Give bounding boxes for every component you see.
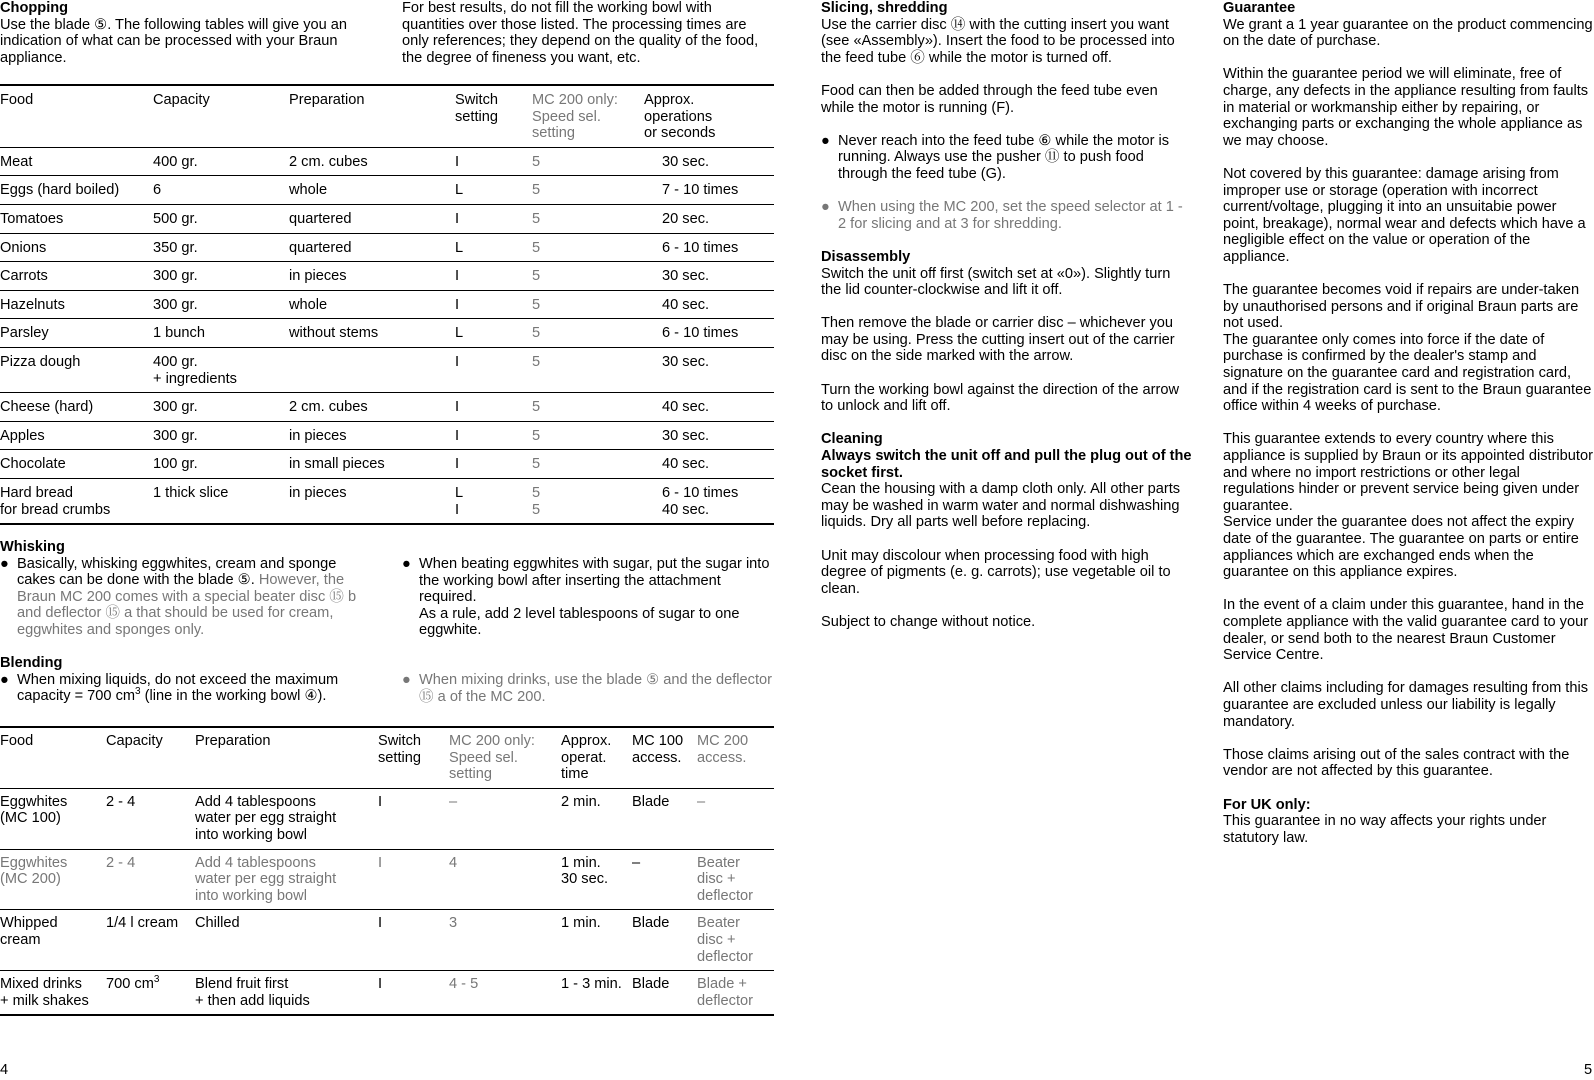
table-header-switch: Switch setting [455,92,498,125]
table-row [0,478,774,524]
table-header-row [0,727,774,788]
cleaning-text-2: Unit may discolour when processing food with high degree of pigments (e. g. carrots); use vegetable oil to clean. [821,547,1171,597]
table-cell: quartered [289,210,352,227]
whisking-bullet-mc200-text: However, the Braun MC 200 comes with a special beater disc ⑮ b and deflector ⑮ a that should be used for cream, eggwhites and sponges only. [17,572,357,638]
table-cell: Meat [0,153,33,170]
blending-heading: Blending [0,655,63,671]
table-cell: 500 gr. [153,210,198,227]
blending-section-2 [402,672,774,705]
slicing-text: Use the carrier disc ⑭ with the cutting insert you want (see «Assembly»). Insert the food to be processed into the feed tube ⑥ while the motor is turned off. [821,16,1175,66]
table-cell: 2 - 4 [106,854,136,871]
blending-bullet1-text: When mixing liquids, do not exceed the maximum capacity = 700 cm [17,671,339,705]
table-cell: Eggs (hard boiled) [0,182,120,199]
table-cell: I [455,210,460,227]
table-cell: 1 min. [561,915,601,932]
table-cell: 2 cm. cubes [289,153,368,170]
table-cell: I [378,915,383,932]
table-cell: Beater disc + deflector [697,915,753,965]
table-header-operations: Approx. operations or seconds [644,92,716,142]
table-header-time: Approx. operat. time [561,733,612,783]
blending-bullet-1: ● When mixing liquids, do not exceed the maximum capacity = 700 $cm^3$ (line in the working bowl ④). [0,672,372,705]
blending-section [0,655,372,705]
cleaning-text-1: Cean the housing with a damp cloth only. All other parts may be washed in warm water and normal dishwashing liquids. Dry all parts well before replacing. [821,481,1181,531]
subject-to-change: Subject to change without notice. [821,613,1036,630]
table-cell: I [455,353,460,370]
whisking-bullet-1 [0,556,372,639]
bullet-icon [402,556,419,639]
table-header-capacity: Capacity [153,92,210,108]
table-cell: 6 [153,182,162,199]
uk-text: This guarantee in no way affects your rights under statutory law. [1223,813,1547,846]
table-row [0,393,774,422]
best-results-note [402,0,774,66]
table-row [0,176,774,205]
table-cell: 700 $cm^3$ [106,974,160,993]
table-cell: in pieces [289,484,347,501]
guarantee-p4: The guarantee becomes void if repairs are under-taken by unauthorised persons and if original Braun parts are not used. [1223,282,1580,332]
table-cell: 400 gr. + ingredients [153,353,237,387]
table-cell: 5 5 [532,484,541,518]
table-row [0,147,774,176]
table-cell: 5 [532,239,541,256]
table-cell: 2 - 4 [106,793,136,810]
table-row [0,421,774,450]
table-cell: 4 [449,854,458,871]
guarantee-p5b: Service under the guarantee does not affect the expiry date of the guarantee. The guarantee on parts or entire appliances which are exchanged ends when the guarantee on this appliance expires. [1223,514,1579,581]
bullet-icon [0,672,17,705]
table-cell: 30 sec. [662,268,710,285]
guarantee-p8: Those claims arising out of the sales contract with the vendor are not affected by this guarantee. [1223,746,1570,780]
bullet-icon [402,672,419,705]
table-header-mc200: MC 200 access. [697,733,749,766]
guarantee-column [1223,0,1593,846]
table-cell: Mixed drinks + milk shakes [0,976,89,1009]
table-cell: Tomatoes [0,210,64,227]
table-cell: I [455,427,460,444]
table-cell: 1 thick slice [153,484,229,501]
slicing-column [821,0,1193,631]
table-cell: 6 - 10 times [662,325,739,342]
table-cell: 2 cm. cubes [289,399,368,416]
table-cell: 3 [449,915,458,932]
table-cell: Beater disc + deflector [697,854,753,904]
table-cell: 20 sec. [662,210,710,227]
table-cell: 1 - 3 min. [561,976,622,993]
table-row [0,262,774,291]
table-cell: L [455,182,464,199]
disassembly-heading: Disassembly [821,248,911,265]
table-cell: 40 sec. [662,296,710,313]
table-cell: 300 gr. [153,399,198,416]
bullet-icon [821,133,838,183]
table-cell: in small pieces [289,456,385,473]
table-cell: Parsley [0,325,49,342]
slicing-bullet1-text: Never reach into the feed tube ⑥ while the motor is running. Always use the pusher ⑪ to push food through the feed tube (G). [838,132,1170,182]
page-number-left: 4 [0,1062,9,1078]
cleaning-warning: Always switch the unit off and pull the plug out of the socket first. [821,448,1192,481]
blending-bullet2-text: When mixing drinks, use the blade ⑤ and the deflector ⑮ a of the MC 200. [419,672,772,705]
table-cell: Hazelnuts [0,296,65,313]
table-cell: 4 - 5 [449,976,479,993]
table-cell: 300 gr. [153,296,198,313]
table-cell: Hard bread for bread crumbs [0,484,111,518]
guarantee-p2: Within the guarantee period we will eliminate, free of charge, any defects in the appliance resulting from faults in material or workmanship either by repairing, or exchanging parts or exchanging the whole appliance as we may choose. [1223,66,1589,149]
table-cell: 7 - 10 times [662,182,739,199]
table-header-food: Food [0,92,34,108]
table-header-switch: Switch setting [378,733,421,766]
table-cell: Blade [632,793,670,810]
table-cell: Chilled [195,915,240,932]
table-cell: quartered [289,239,352,256]
table-cell: 5 [532,353,541,370]
table-cell: without stems [289,325,379,342]
table-row [0,233,774,262]
table-cell: 5 [532,210,541,227]
whisking-heading: Whisking [0,539,65,555]
guarantee-p7: All other claims including for damages resulting from this guarantee are excluded unless our liability is legally mandatory. [1223,680,1589,730]
table-cell: I [455,296,460,313]
whisking-section-2 [402,556,774,639]
table-cell: Add 4 tablespoons water per egg straight into working bowl [195,854,337,904]
table-cell: I [455,268,460,285]
table-cell: Blend fruit first + then add liquids [195,976,310,1009]
table-cell: Eggwhites (MC 100) [0,793,68,827]
table-row [0,290,774,319]
table-cell: 5 [532,456,541,473]
table-cell: 5 [532,182,541,199]
table-cell: 400 gr. [153,153,198,170]
disassembly-text-2: Then remove the blade or carrier disc – whichever you may be using. Press the cutting insert out of the carrier disc on the side marked with the arrow. [821,315,1175,365]
table-row [0,319,774,348]
table-cell: 5 [532,268,541,285]
table-cell: Blade + deflector [697,976,753,1009]
table-cell: I [455,456,460,473]
table-cell: in pieces [289,268,347,285]
table-cell: whole [289,296,328,313]
table-cell: Pizza dough [0,353,81,370]
table-cell: 1 bunch [153,325,205,342]
table-row [0,849,774,910]
table-cell: I [455,153,460,170]
table-cell: 40 sec. [662,399,710,416]
guarantee-p3: Not covered by this guarantee: damage arising from improper use or storage (operation with incorrect current/voltage, plugging it into an unsuitabie power point, breakage), normal wear and defects which have a negligible effect on the value or operation of the appliance. [1223,165,1586,265]
slicing-bullet2-text: When using the MC 200, set the speed selector at 1 - 2 for slicing and at 3 for shredding. [838,199,1183,232]
cleaning-heading: Cleaning [821,431,883,448]
whisking-bullet-text: Basically, whisking eggwhites, cream and sponge cakes can be done with the blade ⑤. [17,555,337,589]
table-cell: I [378,854,383,871]
table-row [0,971,774,1016]
slicing-bullet-2 [821,199,1193,232]
table-cell: 5 [532,296,541,313]
table-cell: 6 - 10 times [662,239,739,256]
slicing-heading: Slicing, shredding [821,0,948,16]
blending-bullet-2 [402,672,774,705]
table-header-capacity: Capacity [106,733,163,749]
table-cell: 1 min. 30 sec. [561,854,609,888]
disassembly-text-1: Switch the unit off first (switch set at «0»). Slightly turn the lid counter-clockwise and lift it off. [821,265,1171,299]
whisking-bullet-2 [402,556,774,639]
table-cell: L I [455,484,464,518]
table-cell: Chocolate [0,456,66,473]
slicing-text-2: Food can then be added through the feed tube even while the motor is running (F). [821,82,1158,116]
table-header-speed: MC 200 only: Speed sel. setting [532,92,618,142]
table-cell: whole [289,182,328,199]
table-cell: – [449,793,458,810]
table-cell: 1/4 l cream [106,915,179,932]
table-cell: 300 gr. [153,427,198,444]
page-number-right: 5 [1584,1062,1593,1078]
table-cell: Blade [632,915,670,932]
table-cell: Blade [632,976,670,993]
whisking-section [0,539,372,639]
chopping-section [0,0,372,66]
table-cell: 30 sec. [662,353,710,370]
chopping-table [0,84,774,525]
slicing-bullet-1 [821,133,1193,183]
table-cell: 5 [532,153,541,170]
table-cell: 5 [532,325,541,342]
table-cell: I [455,399,460,416]
guarantee-heading: Guarantee [1223,0,1296,16]
table-cell: 100 gr. [153,456,198,473]
table-cell: Cheese (hard) [0,399,94,416]
bullet-icon [0,556,17,639]
table-row [0,788,774,849]
table-cell: L [455,325,464,342]
table-cell: 350 gr. [153,239,198,256]
guarantee-p1: We grant a 1 year guarantee on the product commencing on the date of purchase. [1223,16,1593,50]
table-cell: 30 sec. [662,153,710,170]
table-cell: 30 sec. [662,427,710,444]
chopping-text: Use the blade ⑤. The following tables will give you an indication of what can be processed with your Braun appliance. [0,16,348,66]
table-row [0,450,774,479]
table-row [0,347,774,392]
guarantee-p5: This guarantee extends to every country where this appliance is supplied by Braun or its appointed distributor and where no import restrictions or other legal regulations hinder or prevent service being given under guarantee. [1223,431,1593,514]
table-cell: Carrots [0,268,48,285]
disassembly-text-3: Turn the working bowl against the direction of the arrow to unlock and lift off. [821,381,1180,415]
chopping-heading: Chopping [0,0,69,16]
table-cell: Eggwhites (MC 200) [0,854,68,888]
table-cell: Whipped cream [0,915,58,948]
table-cell: 2 min. [561,793,601,810]
whisking-bullet2-rule: As a rule, add 2 level tablespoons of sugar to one eggwhite. [419,605,740,639]
table-cell: 300 gr. [153,268,198,285]
table-cell: 5 [532,399,541,416]
table-cell: Onions [0,239,47,256]
table-cell: – [697,793,706,810]
table-cell [289,347,455,392]
whisking-bullet2-text: When beating eggwhites with sugar, put the sugar into the working bowl after inserting the attachment required. [419,556,770,606]
table-row [0,204,774,233]
table-cell: 40 sec. [662,456,710,473]
table-header-mc100: MC 100 access. [632,733,684,766]
table-row [0,910,774,971]
bullet-icon [821,199,838,232]
table-header-speed: MC 200 only: Speed sel. setting [449,733,535,783]
table-cell: I [378,793,383,810]
table-header-preparation: Preparation [289,92,365,108]
table-cell: – [632,854,641,871]
table-cell: 5 [532,427,541,444]
table-header-row [0,85,774,147]
guarantee-p4b: The guarantee only comes into force if the date of purchase is confirmed by the dealer's stamp and signature on the guarantee card and registration card, and if the registration card is sent to the Braun guarantee office within 4 weeks of purchase. [1223,331,1592,415]
table-header-food: Food [0,733,34,749]
guarantee-p6: In the event of a claim under this guarantee, hand in the complete appliance with the valid guarantee card to your dealer, or send both to the nearest Braun Customer Service Centre. [1223,597,1589,664]
table-cell: L [455,239,464,256]
table-cell: I [378,976,383,993]
blending-table [0,726,774,1016]
table-cell: Add 4 tablespoons water per egg straight into working bowl [195,793,337,843]
uk-heading: For UK only: [1223,796,1311,813]
table-header-preparation: Preparation [195,733,271,749]
table-cell: 6 - 10 times 40 sec. [662,484,739,518]
table-cell: Apples [0,427,45,444]
best-results-text: For best results, do not fill the working bowl with quantities over those listed. The processing times are only references; they depend on the quality of the food, the degree of fineness you want, etc. [402,0,759,66]
table-cell: in pieces [289,427,347,444]
